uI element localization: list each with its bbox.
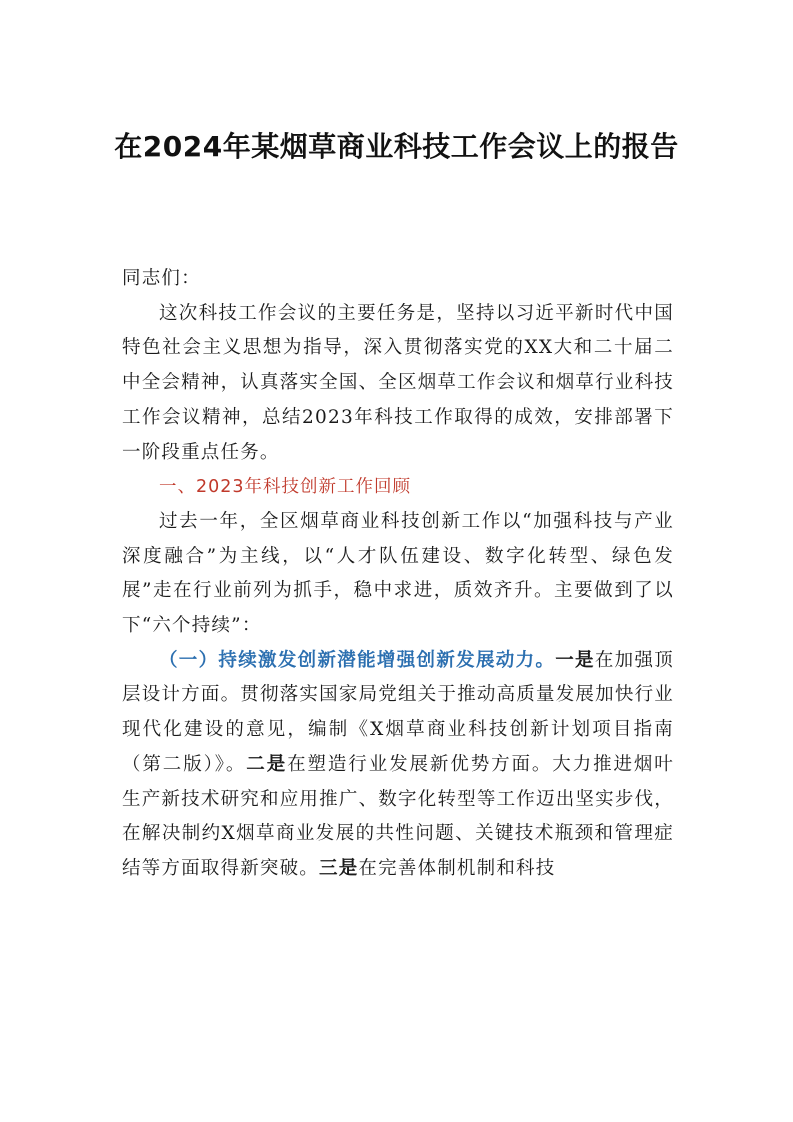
section-heading-text: 一、2023年科技创新工作回顾 <box>159 477 412 498</box>
section-intro-paragraph: 过去一年，全区烟草商业科技创新工作以“加强科技与产业深度融合”为主线，以“人才队伍建设、数字化转型、绿色发展”走在行业前列为抓手，稳中求进，质效齐升。主要做到了以下“六个持续”： <box>122 510 674 637</box>
point-second-text: 在塑造行业发展新优势方面。大力推进烟叶生产新技术研究和应用推广、数字化转型等工作迈出坚实步伐，在解决制约X烟草商业发展的共性问题、关键技术瓶颈和管理症结等方面取得新突破。 <box>122 753 674 879</box>
section-heading <box>122 470 674 505</box>
intro-paragraph: 这次科技工作会议的主要任务是，坚持以习近平新时代中国特色社会主义思想为指导，深入贯彻落实党的XX大和二十届二中全会精神，认真落实全国、全区烟草工作会议和烟草行业科技工作会议精神，总结2023年科技工作取得的成效，安排部署下一阶段重点任务。 <box>122 302 674 463</box>
ordinal-first: 一是 <box>555 649 595 671</box>
greeting: 同志们： <box>122 268 201 289</box>
subsection-paragraph <box>122 644 674 887</box>
point-first-text: 在加强顶层设计方面。贯彻落实国家局党组关于推动高质量发展加快行业现代化建设的意见，编制《X烟草商业科技创新计划项目指南（第二版）》。 <box>122 649 674 775</box>
document-title: 在2024年某烟草商业科技工作会议上的报告 <box>114 130 679 163</box>
ordinal-second: 二是 <box>246 753 288 775</box>
point-third-text: 在完善体制机制和科技 <box>358 857 556 879</box>
document-body <box>122 262 674 887</box>
subsection-title: （一）持续激发创新潜能增强创新发展动力。 <box>159 649 556 671</box>
ordinal-third: 三是 <box>319 857 359 879</box>
